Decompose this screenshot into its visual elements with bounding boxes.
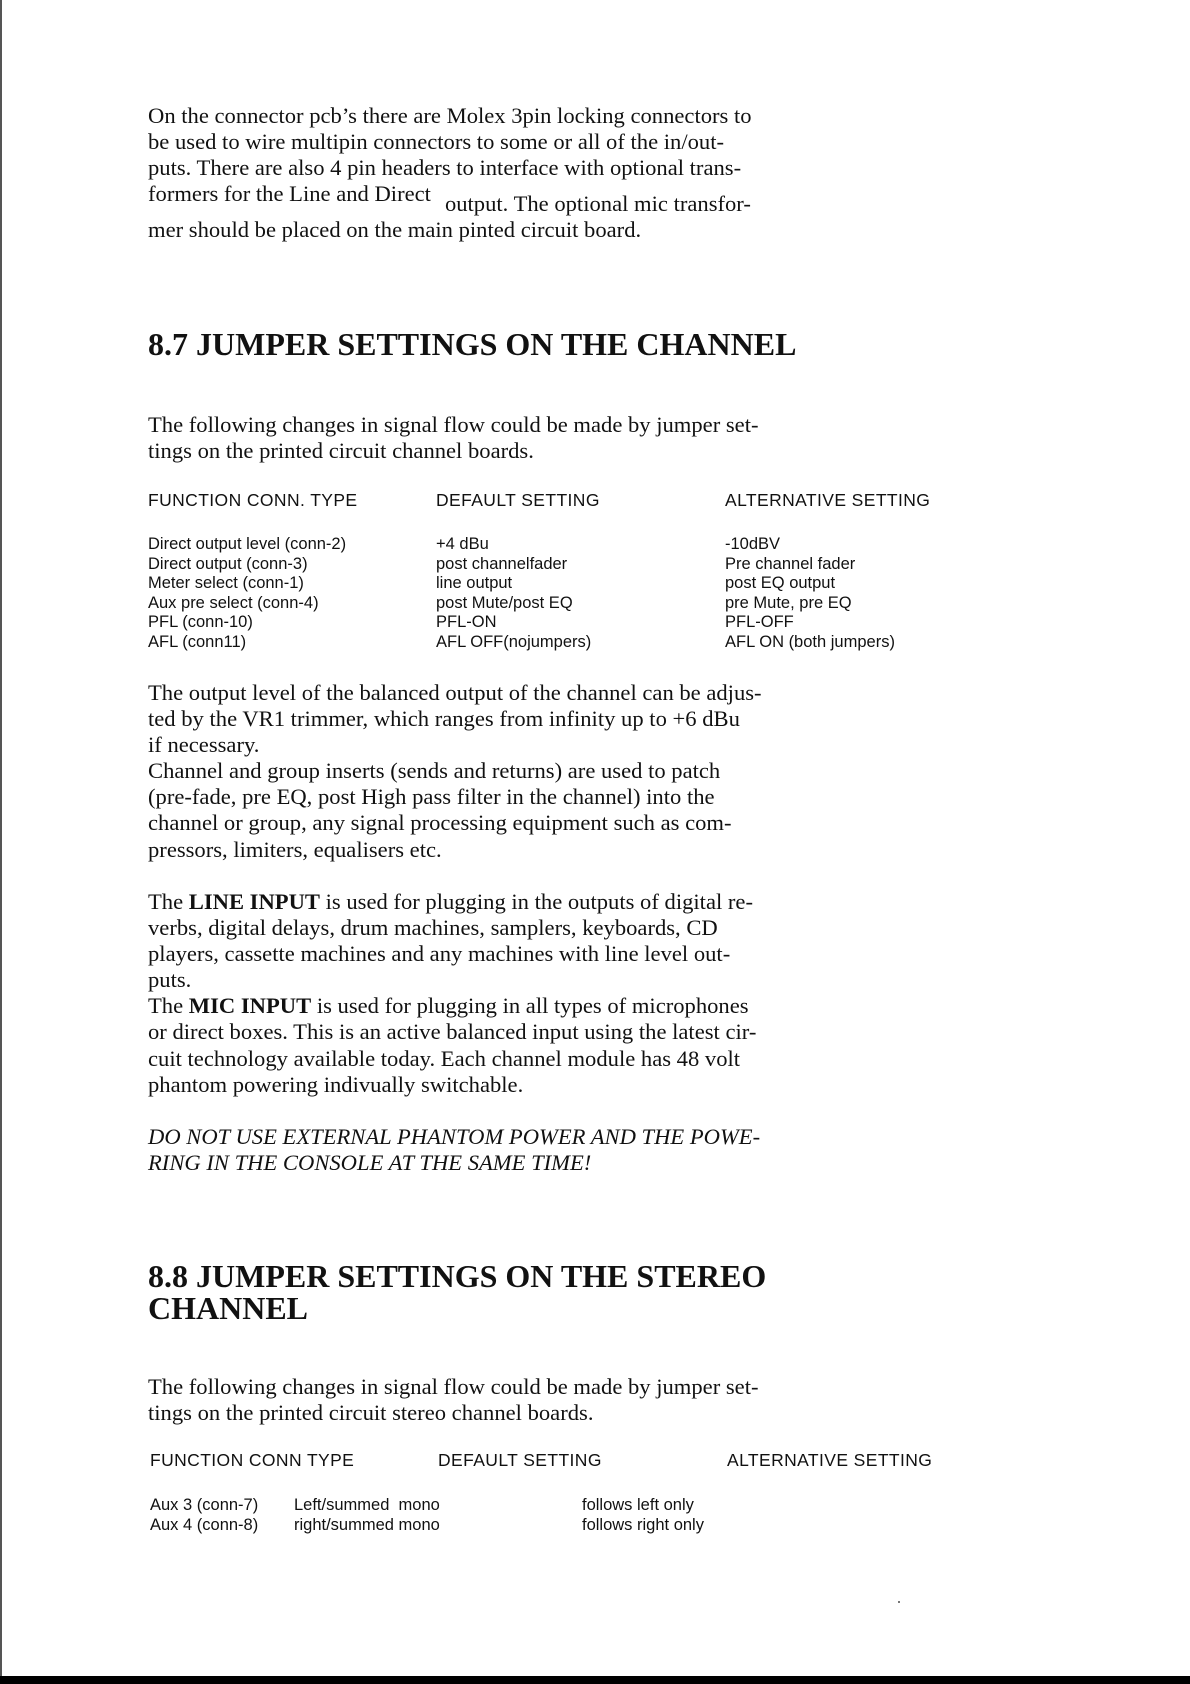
heading-line: 8.8 JUMPER SETTINGS ON THE STEREO xyxy=(148,1258,767,1294)
text-line: tings on the printed circuit channel boards. xyxy=(148,438,534,464)
text-line xyxy=(148,181,808,217)
output-level-paragraph xyxy=(148,680,808,863)
text-fragment: output. The optional mic transfor- xyxy=(444,191,751,217)
column-header: DEFAULT SETTING xyxy=(436,490,600,510)
text-line: players, cassette machines and any machines with line level out- xyxy=(148,941,731,967)
alternative-column xyxy=(582,1496,704,1535)
line-input-term: LINE INPUT xyxy=(188,889,320,914)
page-edge-rule xyxy=(0,0,2,1676)
table-cell: Pre channel fader xyxy=(725,554,856,573)
text-line: channel or group, any signal processing equipment such as com- xyxy=(148,810,732,836)
alternative-column xyxy=(725,535,895,653)
table-cell: -10dBV xyxy=(725,535,781,553)
text-fragment: The xyxy=(148,993,189,1019)
text-line: if necessary. xyxy=(148,732,260,758)
table-cell: Aux pre select (conn-4) xyxy=(148,593,319,612)
text-line: Channel and group inserts (sends and returns) are used to patch xyxy=(148,758,721,784)
text-line: tings on the printed circuit stereo channel boards. xyxy=(148,1400,594,1426)
table-cell: right/summed mono xyxy=(294,1515,440,1534)
text-line: or direct boxes. This is an active balanced input using the latest cir- xyxy=(148,1019,757,1045)
section-8-8-intro xyxy=(148,1374,808,1426)
text-line: RING IN THE CONSOLE AT THE SAME TIME! xyxy=(148,1150,592,1176)
table-cell: Left/summed mono xyxy=(294,1496,440,1514)
text-line xyxy=(148,889,808,915)
text-line: The following changes in signal flow could be made by jumper set- xyxy=(148,1374,759,1399)
text-line: verbs, digital delays, drum machines, samplers, keyboards, CD xyxy=(148,915,718,941)
table-cell: post EQ output xyxy=(725,574,836,593)
text-line: DO NOT USE EXTERNAL PHANTOM POWER AND THE POWE- xyxy=(148,1124,761,1149)
text-line: phantom powering indivually switchable. xyxy=(148,1071,524,1097)
table-cell: PFL-ON xyxy=(436,613,497,632)
table-cell: AFL OFF(nojumpers) xyxy=(436,632,592,651)
scan-speck xyxy=(898,1601,900,1603)
table-cell: post channelfader xyxy=(436,554,568,573)
text-line: The output level of the balanced output of the channel can be adjus- xyxy=(148,680,762,705)
table-cell: Meter select (conn-1) xyxy=(148,574,304,593)
table-cell: AFL ON (both jumpers) xyxy=(725,632,895,651)
text-line: ted by the VR1 trimmer, which ranges from infinity up to +6 dBu xyxy=(148,706,740,732)
section-8-7-intro xyxy=(148,412,808,464)
table-cell: PFL (conn-10) xyxy=(148,613,253,632)
mic-input-term: MIC INPUT xyxy=(188,993,312,1019)
table-cell: line output xyxy=(436,574,513,593)
text-line: pressors, limiters, equalisers etc. xyxy=(148,836,442,862)
scan-border-bar xyxy=(0,1676,1190,1684)
table-cell: Direct output (conn-3) xyxy=(148,554,308,573)
text-line: puts. There are also 4 pin headers to interface with optional trans- xyxy=(148,155,742,181)
table-cell: +4 dBu xyxy=(436,535,489,553)
input-paragraph xyxy=(148,889,808,1098)
table-cell: AFL (conn11) xyxy=(148,632,247,651)
table-cell: Direct output level (conn-2) xyxy=(148,535,347,553)
column-header: DEFAULT SETTING xyxy=(438,1450,602,1470)
table-cell: follows left only xyxy=(582,1496,694,1514)
text-line: puts. xyxy=(148,967,192,993)
connector-paragraph xyxy=(148,103,808,243)
default-column xyxy=(294,1496,440,1535)
text-line: cuit technology available today. Each channel module has 48 volt xyxy=(148,1045,741,1071)
function-column xyxy=(148,535,346,653)
column-header: ALTERNATIVE SETTING xyxy=(725,490,931,510)
column-header: ALTERNATIVE SETTING xyxy=(727,1450,933,1470)
text-fragment: formers for the Line and Direct xyxy=(148,181,431,207)
text-fragment: is used for plugging in the outputs of digital re- xyxy=(319,889,753,914)
table-cell: pre Mute, pre EQ xyxy=(725,593,852,612)
table-cell: Aux 3 (conn-7) xyxy=(150,1496,259,1514)
column-header: FUNCTION CONN. TYPE xyxy=(148,490,358,510)
table-cell: post Mute/post EQ xyxy=(436,593,573,612)
text-line: be used to wire multipin connectors to some or all of the in/out- xyxy=(148,129,725,155)
text-line: The following changes in signal flow could be made by jumper set- xyxy=(148,412,759,437)
default-column xyxy=(436,535,591,653)
table-cell: PFL-OFF xyxy=(725,613,794,632)
function-column xyxy=(150,1496,258,1535)
section-heading-8-8 xyxy=(148,1260,848,1324)
text-fragment: is used for plugging in all types of microphones xyxy=(311,993,749,1019)
table-cell: Aux 4 (conn-8) xyxy=(150,1515,259,1534)
text-fragment: The xyxy=(148,889,189,914)
phantom-power-warning xyxy=(148,1124,808,1176)
text-line: (pre-fade, pre EQ, post High pass filter in the channel) into the xyxy=(148,784,715,810)
text-line: On the connector pcb’s there are Molex 3pin locking connectors to xyxy=(148,103,752,128)
text-line xyxy=(148,993,808,1019)
text-line: mer should be placed on the main pinted circuit board. xyxy=(148,217,642,243)
section-heading-8-7: 8.7 JUMPER SETTINGS ON THE CHANNEL xyxy=(148,326,797,362)
heading-line: CHANNEL xyxy=(148,1290,309,1326)
table-cell: follows right only xyxy=(582,1515,704,1534)
column-header: FUNCTION CONN TYPE xyxy=(150,1450,355,1470)
